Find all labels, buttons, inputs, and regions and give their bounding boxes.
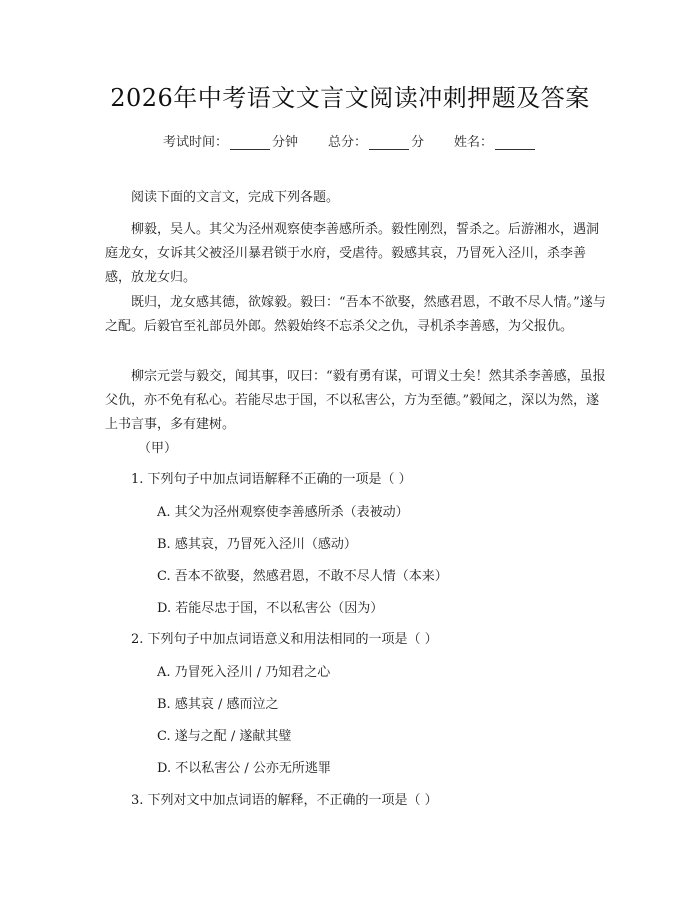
question-2-option-d: D. 不以私害公 / 公亦无所逃罪 [157, 761, 331, 776]
student-name-field [454, 131, 537, 150]
question-2-option-c: C. 遂与之配 / 遂献其璧 [157, 729, 292, 744]
total-score-label: 总分： [327, 135, 367, 150]
question-2-option-a: A. 乃冒死入泾川 / 乃知君之心 [157, 665, 331, 680]
question-1-option-b: B. 感其哀，乃冒死入泾川（感动） [157, 537, 357, 552]
question-1-option-c: C. 吾本不欲娶，然感君恩，不敢不尽人情（本来） [157, 569, 448, 584]
exam-time-unit: 分钟 [271, 135, 298, 150]
exam-info-row [0, 131, 700, 150]
instruction-text: 阅读下面的文言文，完成下列各题。 [131, 190, 340, 205]
passage-paragraph-3: 柳宗元尝与毅交，闻其事，叹曰：“毅有勇有谋，可谓义士矣！然其杀李善感，虽报父仇，亦不免有私心。若能尽忠于国，不以私害公，方为至德。”毅闻之，深以为然，遂上书言事，多有建树。 [105, 369, 606, 432]
exam-time-label: 考试时间： [162, 135, 228, 150]
section-label: （甲） [138, 441, 178, 456]
question-3-stem: 3. 下列对文中加点词语的解释，不正确的一项是（ ） [131, 793, 438, 808]
question-1-option-d: D. 若能尽忠于国，不以私害公（因为） [157, 601, 384, 616]
question-2-option-b: B. 感其哀 / 感而泣之 [157, 697, 279, 712]
page-title: 2026年中考语文文言文阅读冲刺押题及答案 [110, 84, 590, 112]
exam-time-field [163, 131, 298, 150]
passage-paragraph-2: 既归，龙女感其德，欲嫁毅。毅曰：“吾本不欲娶，然感君恩，不敢不尽人情。”遂与之配。后毅官至礼部员外郎。然毅始终不忘杀父之仇，寻机杀李善感，为父报仇。 [105, 295, 606, 334]
question-1-stem: 1. 下列句子中加点词语解释不正确的一项是（ ） [131, 472, 412, 487]
total-score-unit: 分 [411, 135, 425, 150]
total-score-field [328, 131, 424, 150]
question-2-stem: 2. 下列句子中加点词语意义和用法相同的一项是（ ） [131, 632, 438, 647]
student-name-label: 姓名： [454, 135, 494, 150]
passage-paragraph-1: 柳毅，吴人。其父为泾州观察使李善感所杀。毅性刚烈，誓杀之。后游湘水，遇洞庭龙女，女诉其父被泾川暴君锁于水府，受虐待。毅感其哀，乃冒死入泾川，杀李善感，放龙女归。 [105, 222, 600, 285]
exam-time-blank [230, 136, 270, 150]
total-score-blank [369, 136, 409, 150]
student-name-blank [495, 136, 535, 150]
question-1-option-a: A. 其父为泾州观察使李善感所杀（表被动） [157, 505, 409, 520]
